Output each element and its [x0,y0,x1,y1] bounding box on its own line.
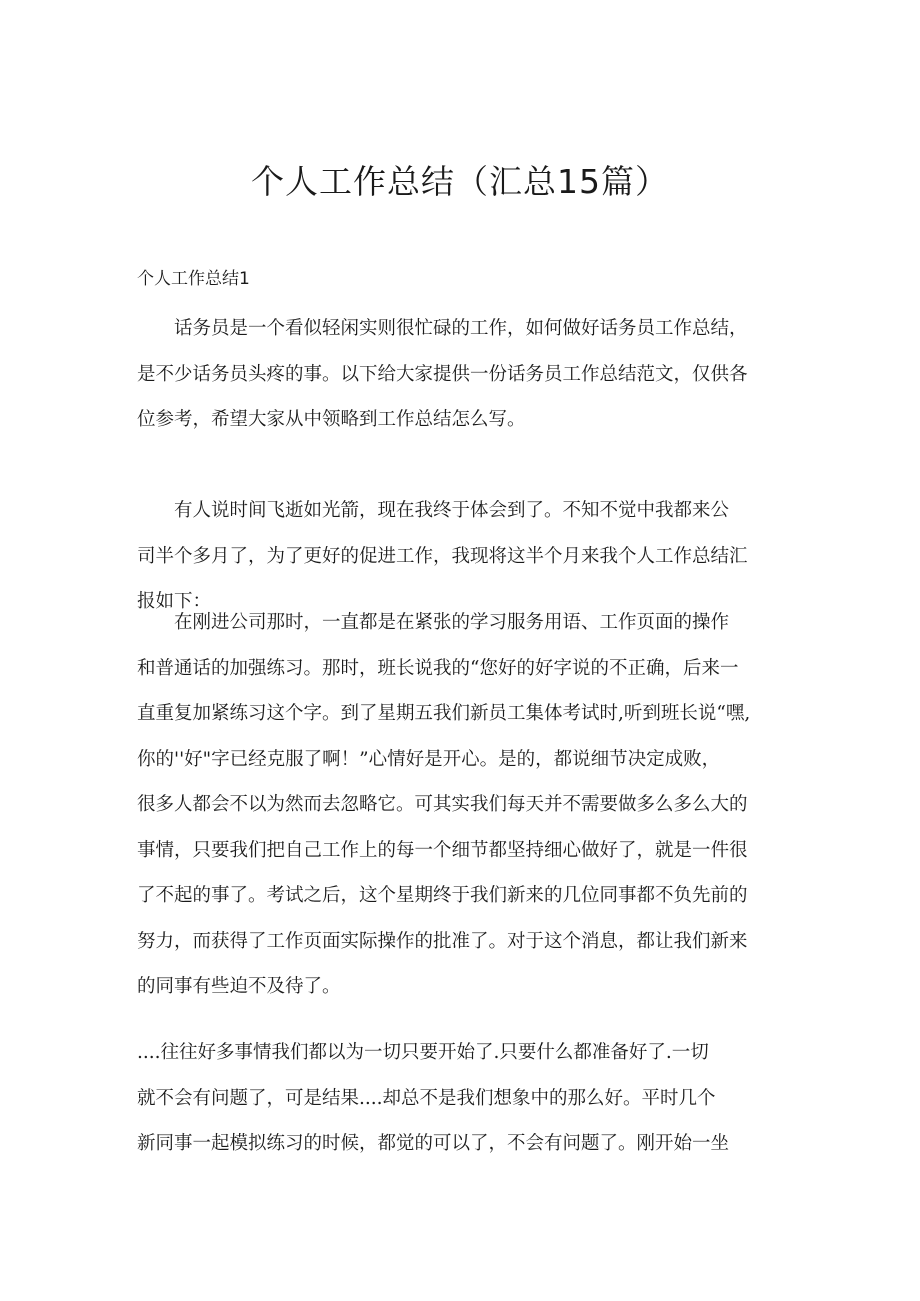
paragraph-line: 了不起的事了。考试之后，这个星期终于我们新来的几位同事都不负先前的 [137,885,748,906]
paragraph-1 [137,306,797,443]
paragraph-line: ....往往好多事情我们都以为一切只要开始了.只要什么都准备好了.一切 [137,1042,709,1063]
paragraph-3 [137,600,797,1010]
paragraph-line: 位参考，希望大家从中领略到工作总结怎么写。 [137,409,526,430]
paragraph-line: 你的''好"字已经克服了啊！”心情好是开心。是的，都说细节决定成败， [137,748,721,770]
paragraph-4 [137,1030,817,1167]
paragraph-line: 和普通话的加强练习。那时，班长说我的“您好的好字说的不正确，后来一 [137,657,739,679]
section-heading: 个人工作总结1 [137,269,250,289]
paragraph-line: 新同事一起模拟练习的时候，都觉的可以了，不会有问题了。刚开始一坐 [137,1133,730,1154]
paragraph-line: 很多人都会不以为然而去忽略它。可其实我们每天并不需要做多么多么大的 [137,794,748,815]
paragraph-line: 直重复加紧练习这个字。到了星期五我们新员工集体考试时,听到班长说“嘿, [137,703,751,724]
paragraph-line: 就不会有问题了，可是结果....却总不是我们想象中的那么好。平时几个 [137,1087,716,1109]
paragraph-line: 司半个多月了，为了更好的促进工作，我现将这半个月来我个人工作总结汇 [137,545,748,567]
paragraph-line: 有人说时间飞逝如光箭，现在我终于体会到了。不知不觉中我都来公 [174,500,730,521]
paragraph-line: 在刚进公司那时，一直都是在紧张的学习服务用语、工作页面的操作 [174,612,730,633]
paragraph-line: 事情，只要我们把自己工作上的每一个细节都坚持细心做好了，就是一件很 [137,839,748,861]
document-title: 个人工作总结（汇总15篇） [251,162,669,201]
paragraph-line: 的同事有些迫不及待了。 [137,976,341,997]
paragraph-line: 话务员是一个看似轻闲实则很忙碌的工作，如何做好话务员工作总结， [174,318,748,339]
paragraph-line: 是不少话务员头疼的事。以下给大家提供一份话务员工作总结范文，仅供各 [137,363,748,385]
paragraph-line: 努力，而获得了工作页面实际操作的批准了。对于这个消息，都让我们新来 [137,930,748,952]
paragraph-line: 报如下： [137,591,212,612]
